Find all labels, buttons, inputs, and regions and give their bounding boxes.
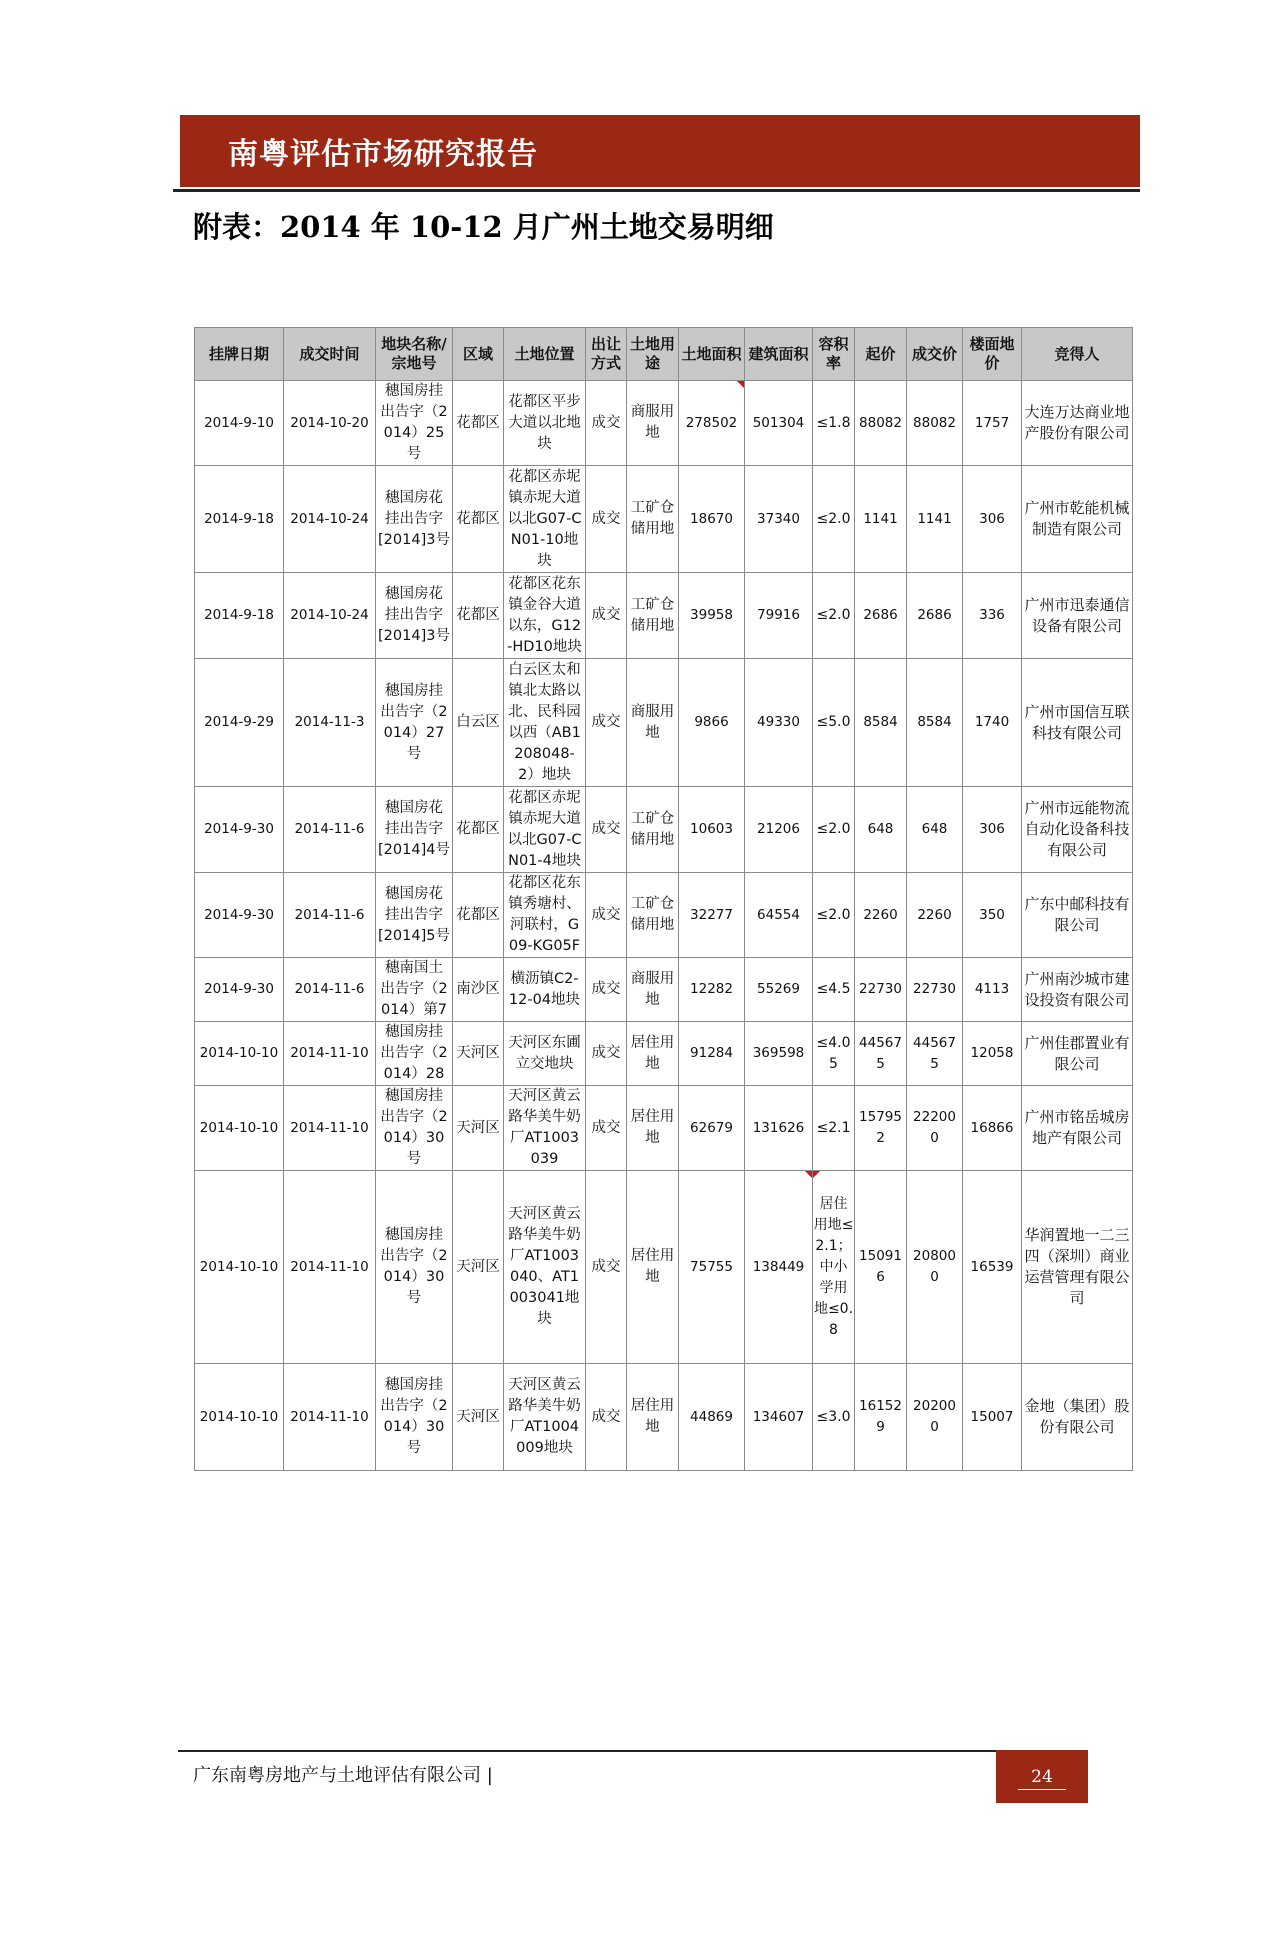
cell-list-date: 2014-9-30 (195, 958, 284, 1022)
cell-floor-price: 16866 (963, 1086, 1022, 1171)
cell-location: 天河区东圃立交地块 (504, 1022, 586, 1086)
cell-deal-date: 2014-10-24 (284, 573, 376, 659)
cell-use: 工矿仓储用地 (627, 873, 679, 958)
cell-build-area: 79916 (745, 573, 813, 659)
cell-deal-price: 222000 (907, 1086, 963, 1171)
cell-deal-date: 2014-11-10 (284, 1086, 376, 1171)
cell-far: ≤1.8 (813, 381, 855, 466)
cell-bidder: 广东中邮科技有限公司 (1022, 873, 1133, 958)
cell-district: 花都区 (453, 873, 504, 958)
cell-location: 天河区黄云路华美牛奶厂AT1003040、AT1003041地块 (504, 1171, 586, 1364)
report-header-bar (180, 115, 1140, 187)
cell-deal-price: 445675 (907, 1022, 963, 1086)
cell-district: 天河区 (453, 1086, 504, 1171)
cell-start-price: 8584 (855, 659, 907, 787)
footer-divider (178, 1750, 998, 1752)
cell-far: ≤2.0 (813, 873, 855, 958)
cell-method: 成交 (586, 873, 627, 958)
cell-start-price: 150916 (855, 1171, 907, 1364)
table-row (195, 381, 1133, 466)
cell-district: 花都区 (453, 573, 504, 659)
cell-land-area: 18670 (679, 466, 745, 573)
cell-district: 天河区 (453, 1171, 504, 1364)
cell-use: 居住用地 (627, 1086, 679, 1171)
cell-floor-price: 15007 (963, 1364, 1022, 1471)
cell-bidder: 金地（集团）股份有限公司 (1022, 1364, 1133, 1471)
cell-deal-date: 2014-11-6 (284, 958, 376, 1022)
cell-deal-price: 208000 (907, 1171, 963, 1364)
cell-list-date: 2014-9-18 (195, 573, 284, 659)
cell-start-price: 2686 (855, 573, 907, 659)
cell-deal-price: 202000 (907, 1364, 963, 1471)
cell-method: 成交 (586, 1086, 627, 1171)
report-header-title: 南粤评估市场研究报告 (228, 137, 538, 172)
cell-method: 成交 (586, 958, 627, 1022)
cell-land-area: 9866 (679, 659, 745, 787)
cell-list-date: 2014-10-10 (195, 1171, 284, 1364)
cell-floor-price: 4113 (963, 958, 1022, 1022)
cell-deal-price: 2260 (907, 873, 963, 958)
table-row (195, 787, 1133, 873)
col-header: 土地面积 (679, 328, 745, 381)
col-header: 成交价 (907, 328, 963, 381)
cell-location: 花都区赤坭镇赤坭大道以北G07-CN01-10地块 (504, 466, 586, 573)
col-header: 地块名称/宗地号 (376, 328, 453, 381)
col-header: 挂牌日期 (195, 328, 284, 381)
cell-land-area: 12282 (679, 958, 745, 1022)
table-row (195, 1171, 1133, 1364)
cell-floor-price: 306 (963, 466, 1022, 573)
cell-deal-price: 648 (907, 787, 963, 873)
cell-list-date: 2014-9-18 (195, 466, 284, 573)
cell-parcel-name: 穗国房花挂出告字[2014]3号 (376, 466, 453, 573)
cell-bidder: 广州佳郡置业有限公司 (1022, 1022, 1133, 1086)
cell-bidder: 大连万达商业地产股份有限公司 (1022, 381, 1133, 466)
cell-far: ≤2.0 (813, 466, 855, 573)
cell-start-price: 1141 (855, 466, 907, 573)
cell-method: 成交 (586, 1364, 627, 1471)
cell-far: ≤3.0 (813, 1364, 855, 1471)
cell-far: ≤4.5 (813, 958, 855, 1022)
cell-list-date: 2014-10-10 (195, 1022, 284, 1086)
cell-far: ≤2.1 (813, 1086, 855, 1171)
cell-land-area: 39958 (679, 573, 745, 659)
cell-method: 成交 (586, 573, 627, 659)
cell-method: 成交 (586, 1022, 627, 1086)
table-row (195, 1086, 1133, 1171)
cell-deal-date: 2014-10-24 (284, 466, 376, 573)
cell-deal-date: 2014-11-10 (284, 1171, 376, 1364)
cell-method: 成交 (586, 466, 627, 573)
cell-bidder: 广州市迅泰通信设备有限公司 (1022, 573, 1133, 659)
cell-build-area: 49330 (745, 659, 813, 787)
table-row (195, 659, 1133, 787)
cell-list-date: 2014-9-10 (195, 381, 284, 466)
cell-deal-price: 88082 (907, 381, 963, 466)
cell-location: 天河区黄云路华美牛奶厂AT1004009地块 (504, 1364, 586, 1471)
table-row (195, 1364, 1133, 1471)
cell-start-price: 161529 (855, 1364, 907, 1471)
cell-land-area: 32277 (679, 873, 745, 958)
cell-floor-price: 16539 (963, 1171, 1022, 1364)
col-header: 竞得人 (1022, 328, 1133, 381)
cell-build-area: 21206 (745, 787, 813, 873)
cell-far: ≤2.0 (813, 787, 855, 873)
cell-build-area: 138449 (745, 1171, 813, 1364)
cell-far: ≤2.0 (813, 573, 855, 659)
cell-location: 横沥镇C2-12-04地块 (504, 958, 586, 1022)
cell-start-price: 157952 (855, 1086, 907, 1171)
table-row (195, 466, 1133, 573)
col-header: 成交时间 (284, 328, 376, 381)
col-header: 出让方式 (586, 328, 627, 381)
cell-use: 居住用地 (627, 1171, 679, 1364)
cell-bidder: 华润置地一二三四（深圳）商业运营管理有限公司 (1022, 1171, 1133, 1364)
cell-use: 商服用地 (627, 958, 679, 1022)
cell-use: 工矿仓储用地 (627, 466, 679, 573)
cell-location: 白云区太和镇北太路以北、民科园以西（AB1208048-2）地块 (504, 659, 586, 787)
cell-parcel-name: 穗南国土出告字（2014）第7 (376, 958, 453, 1022)
cell-land-area: 10603 (679, 787, 745, 873)
cell-land-area: 278502 (679, 381, 745, 466)
cell-floor-price: 1757 (963, 381, 1022, 466)
land-transaction-table (194, 327, 1133, 1471)
cell-parcel-name: 穗国房挂出告字（2014）27号 (376, 659, 453, 787)
cell-deal-date: 2014-11-6 (284, 787, 376, 873)
cell-use: 居住用地 (627, 1022, 679, 1086)
cell-land-area: 75755 (679, 1171, 745, 1364)
footer-company: 广东南粤房地产与土地评估有限公司 | (193, 1765, 493, 1786)
page-number-underline (1018, 1789, 1066, 1790)
cell-list-date: 2014-10-10 (195, 1086, 284, 1171)
cell-district: 花都区 (453, 787, 504, 873)
cell-parcel-name: 穗国房挂出告字（2014）25号 (376, 381, 453, 466)
cell-district: 天河区 (453, 1022, 504, 1086)
page-number: 24 (1031, 1766, 1053, 1787)
cell-parcel-name: 穗国房花挂出告字[2014]3号 (376, 573, 453, 659)
cell-start-price: 22730 (855, 958, 907, 1022)
cell-location: 花都区赤坭镇赤坭大道以北G07-CN01-4地块 (504, 787, 586, 873)
cell-far: ≤5.0 (813, 659, 855, 787)
cell-parcel-name: 穗国房挂出告字（2014）30号 (376, 1364, 453, 1471)
cell-land-area: 44869 (679, 1364, 745, 1471)
cell-deal-date: 2014-11-6 (284, 873, 376, 958)
table-row (195, 1022, 1133, 1086)
cell-location: 花都区花东镇秀塘村、河联村，G09-KG05F (504, 873, 586, 958)
cell-bidder: 广州市国信互联科技有限公司 (1022, 659, 1133, 787)
cell-district: 花都区 (453, 381, 504, 466)
cell-parcel-name: 穗国房挂出告字（2014）30号 (376, 1086, 453, 1171)
cell-bidder: 广州市铭岳城房地产有限公司 (1022, 1086, 1133, 1171)
cell-bidder: 广州南沙城市建设投资有限公司 (1022, 958, 1133, 1022)
cell-location: 天河区黄云路华美牛奶厂AT1003039 (504, 1086, 586, 1171)
col-header: 土地用途 (627, 328, 679, 381)
cell-land-area: 91284 (679, 1022, 745, 1086)
cell-district: 白云区 (453, 659, 504, 787)
cell-deal-price: 2686 (907, 573, 963, 659)
cell-parcel-name: 穗国房挂出告字（2014）28 (376, 1022, 453, 1086)
col-header: 起价 (855, 328, 907, 381)
cell-floor-price: 12058 (963, 1022, 1022, 1086)
page-number-box (996, 1750, 1088, 1803)
cell-build-area: 131626 (745, 1086, 813, 1171)
cell-deal-date: 2014-11-10 (284, 1022, 376, 1086)
cell-deal-date: 2014-11-3 (284, 659, 376, 787)
cell-district: 南沙区 (453, 958, 504, 1022)
cell-deal-price: 1141 (907, 466, 963, 573)
cell-method: 成交 (586, 1171, 627, 1364)
cell-parcel-name: 穗国房花挂出告字[2014]5号 (376, 873, 453, 958)
cell-build-area: 64554 (745, 873, 813, 958)
cell-start-price: 88082 (855, 381, 907, 466)
cell-far: 居住用地≤2.1；中小学用地≤0.8 (813, 1171, 855, 1364)
cell-build-area: 55269 (745, 958, 813, 1022)
cell-location: 花都区花东镇金谷大道以东，G12-HD10地块 (504, 573, 586, 659)
cell-start-price: 445675 (855, 1022, 907, 1086)
cell-district: 花都区 (453, 466, 504, 573)
cell-list-date: 2014-9-30 (195, 873, 284, 958)
cell-parcel-name: 穗国房花挂出告字[2014]4号 (376, 787, 453, 873)
col-header: 土地位置 (504, 328, 586, 381)
cell-build-area: 37340 (745, 466, 813, 573)
table-row (195, 873, 1133, 958)
cell-land-area: 62679 (679, 1086, 745, 1171)
cell-list-date: 2014-10-10 (195, 1364, 284, 1471)
header-divider (173, 189, 1140, 192)
table-header-row (195, 328, 1133, 381)
cell-floor-price: 306 (963, 787, 1022, 873)
cell-deal-price: 8584 (907, 659, 963, 787)
table-row (195, 958, 1133, 1022)
col-header: 容积率 (813, 328, 855, 381)
cell-start-price: 2260 (855, 873, 907, 958)
cell-floor-price: 336 (963, 573, 1022, 659)
cell-use: 商服用地 (627, 381, 679, 466)
table-row (195, 573, 1133, 659)
cell-build-area: 501304 (745, 381, 813, 466)
page-title: 附表：2014 年 10-12 月广州土地交易明细 (193, 210, 774, 244)
cell-build-area: 369598 (745, 1022, 813, 1086)
cell-district: 天河区 (453, 1364, 504, 1471)
cell-floor-price: 350 (963, 873, 1022, 958)
col-header: 建筑面积 (745, 328, 813, 381)
cell-deal-date: 2014-11-10 (284, 1364, 376, 1471)
col-header: 楼面地价 (963, 328, 1022, 381)
cell-bidder: 广州市乾能机械制造有限公司 (1022, 466, 1133, 573)
cell-method: 成交 (586, 381, 627, 466)
cell-deal-price: 22730 (907, 958, 963, 1022)
cell-use: 工矿仓储用地 (627, 787, 679, 873)
cell-method: 成交 (586, 659, 627, 787)
cell-far: ≤4.05 (813, 1022, 855, 1086)
cell-bidder: 广州市远能物流自动化设备科技有限公司 (1022, 787, 1133, 873)
cell-list-date: 2014-9-29 (195, 659, 284, 787)
cell-use: 商服用地 (627, 659, 679, 787)
col-header: 区域 (453, 328, 504, 381)
cell-method: 成交 (586, 787, 627, 873)
cell-parcel-name: 穗国房挂出告字（2014）30号 (376, 1171, 453, 1364)
cell-use: 工矿仓储用地 (627, 573, 679, 659)
cell-build-area: 134607 (745, 1364, 813, 1471)
cell-deal-date: 2014-10-20 (284, 381, 376, 466)
cell-use: 居住用地 (627, 1364, 679, 1471)
cell-start-price: 648 (855, 787, 907, 873)
cell-list-date: 2014-9-30 (195, 787, 284, 873)
cell-location: 花都区平步大道以北地块 (504, 381, 586, 466)
cell-floor-price: 1740 (963, 659, 1022, 787)
